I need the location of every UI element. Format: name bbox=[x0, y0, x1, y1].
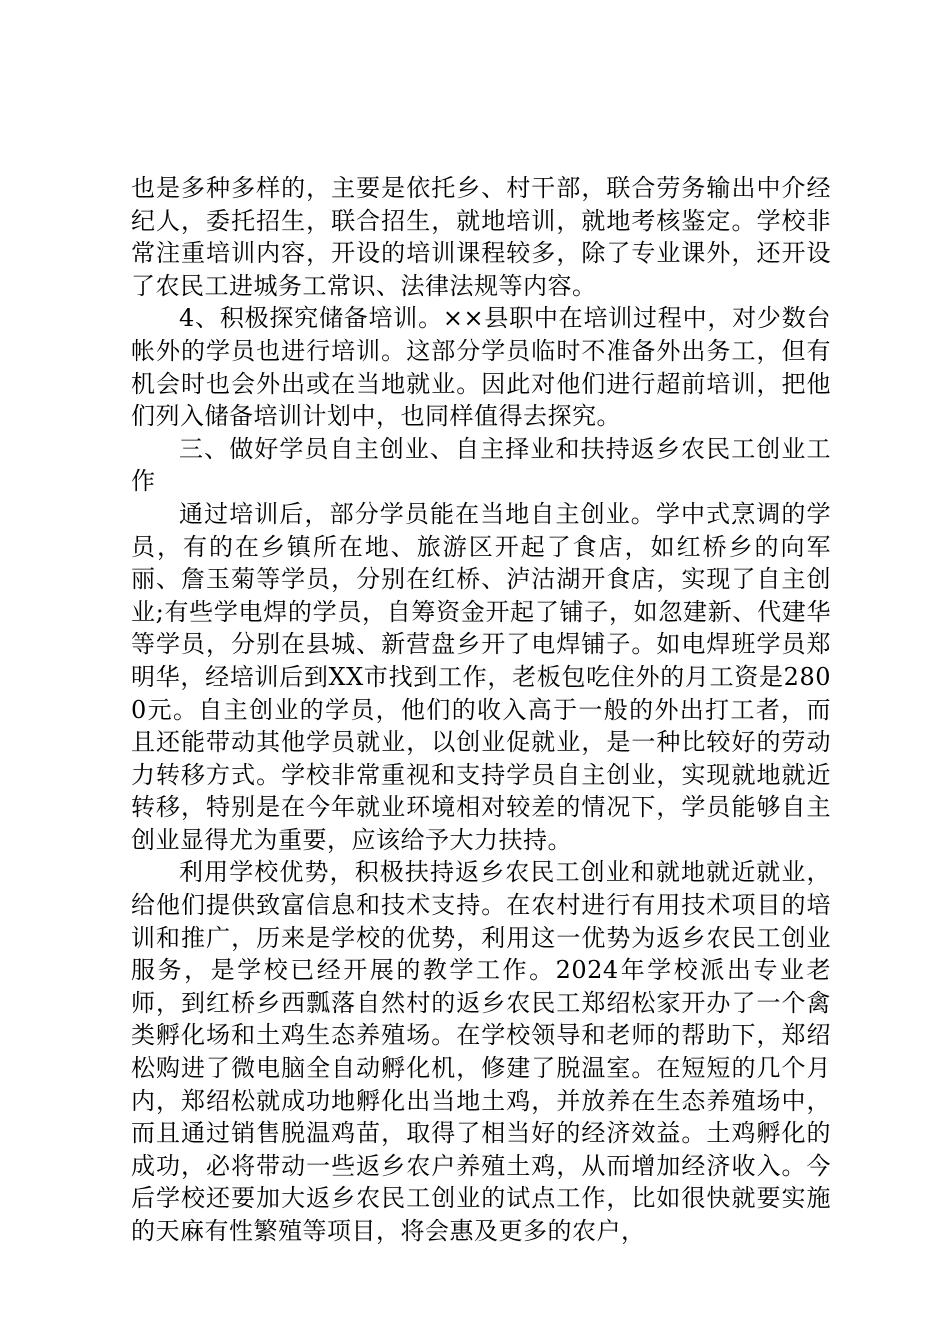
paragraph-training-methods: 也是多种多样的，主要是依托乡、村干部，联合劳务输出中介经纪人，委托招生，联合招生，就地培训，就地考核鉴定。学校非常注重培训内容，开设的培训课程较多，除了专业课外，还开设了农民工进城务工常识、法律法规等内容。 bbox=[131, 174, 831, 300]
section-heading-entrepreneurship: 三、做好学员自主创业、自主择业和扶持返乡农民工创业工作 bbox=[131, 434, 831, 496]
paragraph-school-advantage: 利用学校优势，积极扶持返乡农民工创业和就地就近就业，给他们提供致富信息和技术支持。在农村进行有用技术项目的培训和推广，历来是学校的优势，利用这一优势为返乡农民工创业服务，是学校已经开展的教学工作。2024年学校派出专业老师，到红桥乡西瓢落自然村的返乡农民工郑绍松家开办了一个禽类孵化场和土鸡生态养殖场。在学校领导和老师的帮助下，郑绍松购进了微电脑全自动孵化机，修建了脱温室。在短短的几个月内，郑绍松就成功地孵化出当地土鸡，并放养在生态养殖场中，而且通过销售脱温鸡苗，取得了相当好的经济效益。土鸡孵化的成功，必将带动一些返乡农户养殖土鸡，从而增加经济收入。今后学校还要加大返乡农民工创业的试点工作，比如很快就要实施的天麻有性繁殖等项目，将会惠及更多的农户， bbox=[131, 858, 831, 1245]
paragraph-reserve-training: 4、积极探究储备培训。××县职中在培训过程中，对少数台帐外的学员也进行培训。这部分学员临时不准备外出务工，但有机会时也会外出或在当地就业。因此对他们进行超前培训，把他们列入储备培训计划中，也同样值得去探究。 bbox=[131, 304, 831, 431]
document-page bbox=[131, 172, 831, 1248]
paragraph-self-employment: 通过培训后，部分学员能在当地自主创业。学中式烹调的学员，有的在乡镇所在地、旅游区开起了食店，如红桥乡的向军丽、詹玉菊等学员，分别在红桥、泸沽湖开食店，实现了自主创业;有些学电焊的学员，自筹资金开起了铺子，如忽建新、代建华等学员，分别在县城、新营盘乡开了电焊铺子。如电焊班学员郑明华，经培训后到XX市找到工作，老板包吃住外的月工资是2800元。自主创业的学员，他们的收入高于一般的外出打工者，而且还能带动其他学员就业，以创业促就业，是一种比较好的劳动力转移方式。学校非常重视和支持学员自主创业，实现就地就近转移，特别是在今年就业环境相对较差的情况下，学员能够自主创业显得尤为重要，应该给予大力扶持。 bbox=[131, 499, 831, 854]
